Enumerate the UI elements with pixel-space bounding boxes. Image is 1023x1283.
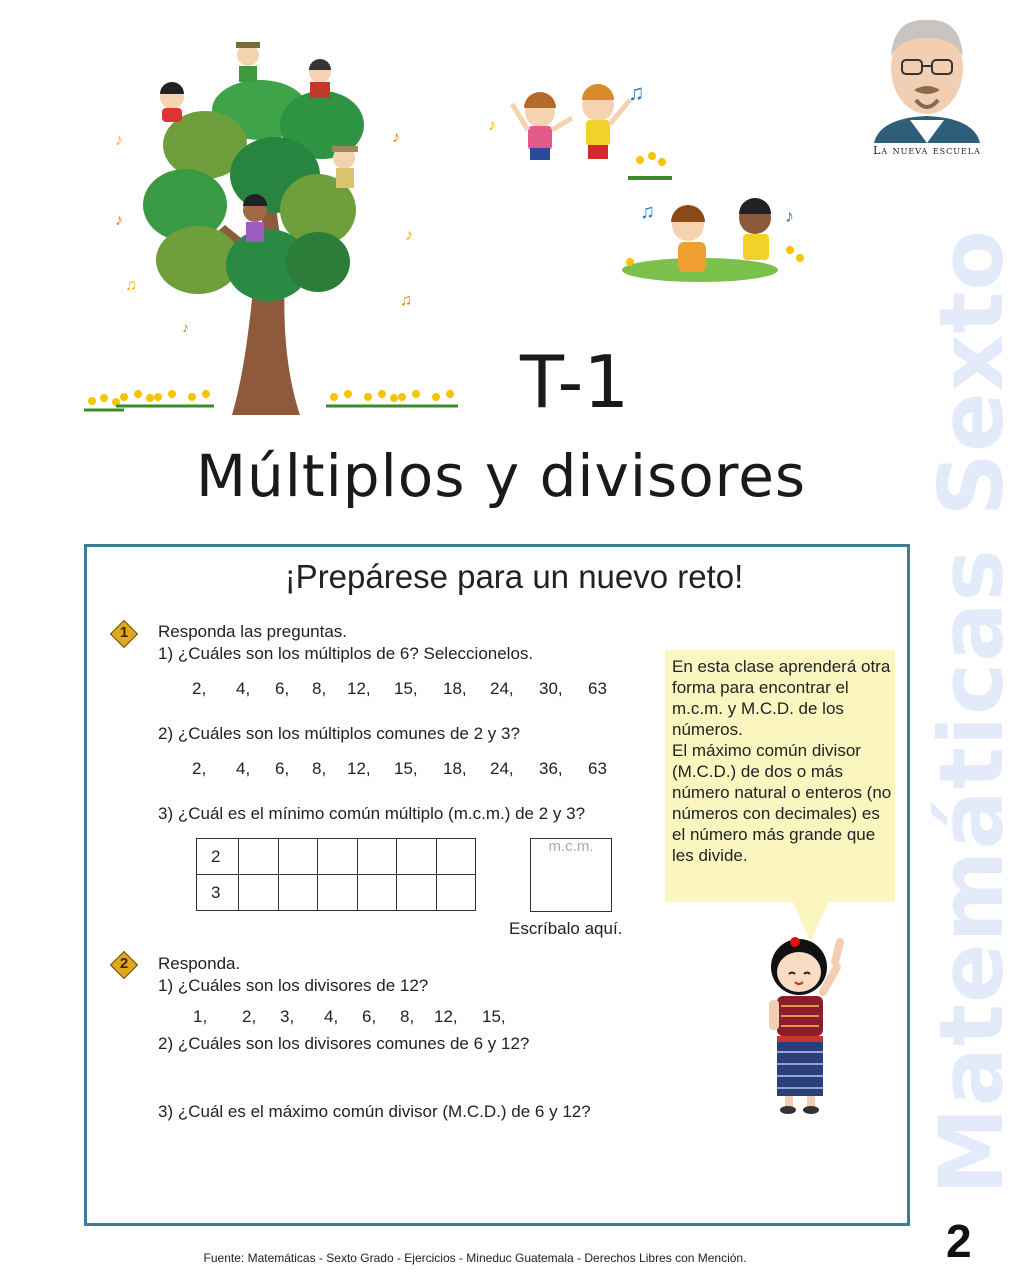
svg-text:♫: ♫ — [640, 201, 655, 223]
option-4[interactable]: 4, — [236, 759, 251, 778]
options-multiples-of-6 — [0, 679, 700, 701]
question-1-1: 1) ¿Cuáles son los múltiplos de 6? Seleccionelos. — [158, 644, 534, 663]
table-cell-input[interactable] — [357, 839, 397, 875]
header-illustration — [0, 0, 1000, 440]
activity-heading: ¡Prepárese para un nuevo reto! — [284, 558, 744, 595]
option-63[interactable]: 63 — [588, 679, 607, 698]
write-here-label: Escríbalo aquí. — [509, 919, 623, 938]
table-cell-input[interactable] — [278, 875, 318, 911]
vertical-series-title: Matemáticas Sexto — [920, 229, 1023, 1195]
girl-illustration — [755, 932, 855, 1117]
table-cell-input[interactable] — [357, 875, 397, 911]
topic-code: T-1 — [520, 340, 630, 424]
option-18[interactable]: 18, — [443, 759, 467, 778]
mcm-label: m.c.m. — [548, 838, 594, 855]
option-4[interactable]: 4, — [236, 679, 251, 698]
table-cell-input[interactable] — [239, 839, 279, 875]
question-2-3: 3) ¿Cuál es el máximo común divisor (M.C.D.) de 6 y 12? — [158, 1102, 591, 1121]
row-label: 3 — [197, 875, 239, 911]
table-cell-input[interactable] — [436, 875, 476, 911]
speech-bubble-text: En esta clase aprenderá otra forma para encontrar el m.c.m. y M.C.D. de los números. El máximo común divisor (M.C.D.) de dos o más número natural o enteros (no números con decimales) es el número más grande que les divide. — [672, 657, 892, 865]
svg-text:♪: ♪ — [115, 132, 123, 149]
option-6[interactable]: 6, — [362, 1007, 377, 1026]
table-row — [197, 875, 476, 911]
table-cell-input[interactable] — [318, 875, 358, 911]
option-12[interactable]: 12, — [347, 679, 371, 698]
sitting-children-illustration — [622, 198, 804, 282]
option-12[interactable]: 12, — [347, 759, 371, 778]
question-2-1: 1) ¿Cuáles son los divisores de 12? — [158, 976, 429, 995]
table-cell-input[interactable] — [278, 839, 318, 875]
option-1[interactable]: 1, — [193, 1007, 208, 1026]
section-1-instruction: Responda las preguntas. — [158, 622, 348, 641]
row-label: 2 — [197, 839, 239, 875]
table-cell-input[interactable] — [436, 839, 476, 875]
question-1-2: 2) ¿Cuáles son los múltiplos comunes de 2 y 3? — [158, 724, 520, 743]
option-8[interactable]: 8, — [312, 679, 327, 698]
option-15[interactable]: 15, — [394, 759, 418, 778]
option-63[interactable]: 63 — [588, 759, 607, 778]
option-8[interactable]: 8, — [312, 759, 327, 778]
svg-text:♫: ♫ — [628, 80, 645, 105]
option-3[interactable]: 3, — [280, 1007, 295, 1026]
option-18[interactable]: 18, — [443, 679, 467, 698]
svg-text:♫: ♫ — [125, 277, 137, 294]
svg-text:♪: ♪ — [182, 319, 189, 335]
option-6[interactable]: 6, — [275, 759, 290, 778]
options-divisors-of-12 — [0, 1007, 700, 1029]
page-number: 2 — [946, 1215, 972, 1267]
logo-text: La nueva escuela — [873, 144, 981, 157]
option-30[interactable]: 30, — [539, 679, 563, 698]
option-4[interactable]: 4, — [324, 1007, 339, 1026]
option-12[interactable]: 12, — [434, 1007, 458, 1026]
option-2[interactable]: 2, — [192, 759, 207, 778]
section-2-badge-number: 2 — [119, 955, 129, 972]
page-title: Múltiplos y divisores — [196, 442, 807, 510]
teacher-avatar-logo — [862, 8, 992, 166]
option-6[interactable]: 6, — [275, 679, 290, 698]
svg-text:♪: ♪ — [392, 129, 400, 146]
dancing-children-illustration — [488, 80, 672, 178]
table-cell-input[interactable] — [318, 839, 358, 875]
svg-text:♪: ♪ — [488, 117, 496, 134]
option-24[interactable]: 24, — [490, 679, 514, 698]
question-1-3: 3) ¿Cuál es el mínimo común múltiplo (m.c.m.) de 2 y 3? — [158, 804, 586, 823]
section-1-badge-number: 1 — [119, 624, 129, 641]
option-24[interactable]: 24, — [490, 759, 514, 778]
option-2[interactable]: 2, — [192, 679, 207, 698]
option-36[interactable]: 36, — [539, 759, 563, 778]
table-row — [197, 839, 476, 875]
svg-text:♪: ♪ — [405, 227, 413, 244]
section-2-instruction: Responda. — [158, 954, 241, 973]
source-footer: Fuente: Matemáticas - Sexto Grado - Ejercicios - Mineduc Guatemala - Derechos Libres con Mención. — [203, 1251, 747, 1265]
svg-text:♪: ♪ — [115, 212, 123, 229]
option-2[interactable]: 2, — [242, 1007, 257, 1026]
svg-text:♫: ♫ — [400, 292, 412, 309]
tree-illustration — [115, 42, 413, 415]
option-15[interactable]: 15, — [394, 679, 418, 698]
question-2-2: 2) ¿Cuáles son los divisores comunes de 6 y 12? — [158, 1034, 530, 1053]
options-common-multiples — [0, 759, 700, 781]
multiples-table — [196, 838, 476, 911]
option-8[interactable]: 8, — [400, 1007, 415, 1026]
table-cell-input[interactable] — [397, 875, 437, 911]
svg-text:♪: ♪ — [785, 206, 794, 226]
option-15[interactable]: 15, — [482, 1007, 506, 1026]
table-cell-input[interactable] — [239, 875, 279, 911]
table-cell-input[interactable] — [397, 839, 437, 875]
